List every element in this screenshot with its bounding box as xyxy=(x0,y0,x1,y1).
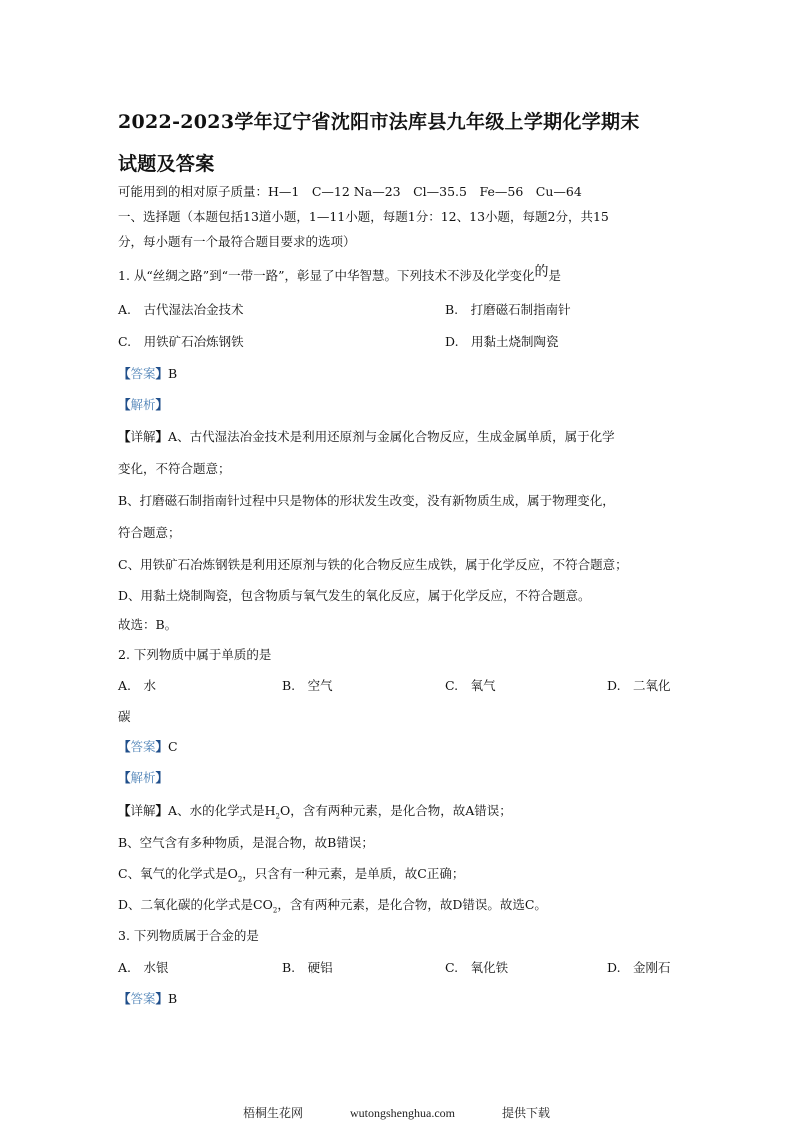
footer-note: 提供下载 xyxy=(501,1106,550,1120)
question-2-option-c: C. 氧气 xyxy=(445,678,496,693)
question-1-analysis-heading: 【解析】 xyxy=(118,397,169,412)
answer-value: B xyxy=(168,366,178,381)
question-1-detail-line5: C、用铁矿石冶炼钢铁是利用还原剂与铁的化合物反应生成铁，属于化学反应，不符合题意； xyxy=(118,557,628,572)
question-1-option-a: A. 古代湿法冶金技术 xyxy=(118,302,244,317)
answer-label: 答案 xyxy=(130,991,156,1006)
question-2-option-d-wrap: 碳 xyxy=(118,709,131,724)
question-1-conclusion: 故选：B。 xyxy=(118,617,178,632)
question-1-stem-tail: 的 xyxy=(534,264,549,280)
analysis-label: 解析 xyxy=(130,397,156,412)
question-1-detail-line1: 【详解】A、古代湿法冶金技术是利用还原剂与金属化合物反应，生成金属单质，属于化学 xyxy=(118,429,615,444)
question-1-option-c: C. 用铁矿石冶炼钢铁 xyxy=(118,334,244,349)
question-3-stem: 3. 下列物质属于合金的是 xyxy=(118,928,259,943)
question-3-option-c: C. 氧化铁 xyxy=(445,960,509,975)
analysis-label: 解析 xyxy=(130,770,156,785)
question-1-detail-line2: 变化，不符合题意； xyxy=(118,461,231,476)
answer-value: C xyxy=(168,739,178,754)
question-3-answer: 【答案】B xyxy=(118,991,178,1006)
section-intro-line1: 一、选择题（本题包括13道小题，1—11小题，每题1分：12、13小题，每题2分，共15 xyxy=(118,209,609,224)
atomic-masses: 可能用到的相对原子质量：H—1 C—12 Na—23 Cl—35.5 Fe—56 Cu—64 xyxy=(118,184,582,199)
section-intro-line2: 分，每小题有一个最符合题目要求的选项） xyxy=(118,234,356,249)
question-2-option-a: A. 水 xyxy=(118,678,157,693)
question-1-detail-line6: D、用黏土烧制陶瓷，包含物质与氧气发生的氧化反应，属于化学反应，不符合题意。 xyxy=(118,588,591,603)
question-2-detail-b: B、空气含有多种物质，是混合物，故B错误； xyxy=(118,835,374,850)
footer-site-name: 梧桐生花网 xyxy=(242,1106,303,1120)
question-1-detail-line4: 符合题意； xyxy=(118,525,181,540)
question-1-option-d: D. 用黏土烧制陶瓷 xyxy=(445,334,559,349)
question-2-answer: 【答案】C xyxy=(118,739,178,754)
question-2-detail-d: D、二氧化碳的化学式是$CO_2$，含有两种元素，是化合物，故D错误。故选C。 xyxy=(118,897,547,915)
question-3-option-a: A. 水银 xyxy=(118,960,169,975)
detail-label: 详解 xyxy=(130,803,156,818)
question-2-option-d: D. 二氧化 xyxy=(607,678,671,693)
question-2-detail-a: 【详解】A、水的化学式是$H_2O$，含有两种元素，是化合物，故A错误； xyxy=(118,803,512,821)
question-2-option-b: B. 空气 xyxy=(282,678,333,693)
question-3-option-b: B. 硬铝 xyxy=(282,960,333,975)
question-2-stem: 2. 下列物质中属于单质的是 xyxy=(118,647,272,662)
question-1-option-b: B. 打磨磁石制指南针 xyxy=(445,302,571,317)
question-1-answer: 【答案】B xyxy=(118,366,178,381)
question-3-option-d: D. 金刚石 xyxy=(607,960,671,975)
page-footer xyxy=(0,1104,793,1121)
question-1-stem-main: 1. 从“丝绸之路”到“一带一路”，彰显了中华智慧。下列技术不涉及化学变化 xyxy=(118,268,535,283)
question-2-analysis-heading: 【解析】 xyxy=(118,770,169,785)
question-1-detail-line3: B、打磨磁石制指南针过程中只是物体的形状发生改变，没有新物质生成，属于物理变化， xyxy=(118,493,615,508)
document-title-line2: 试题及答案 xyxy=(118,153,215,175)
document-title-line1: 2022-2023学年辽宁省沈阳市法库县九年级上学期化学期末 xyxy=(118,111,640,133)
footer-url[interactable]: wutongshenghua.com xyxy=(350,1106,455,1120)
answer-value: B xyxy=(168,991,178,1006)
question-2-detail-c: C、氧气的化学式是$O_2$，只含有一种元素，是单质，故C正确； xyxy=(118,866,465,884)
question-1-stem xyxy=(118,264,561,284)
question-1-stem-end: 是 xyxy=(548,268,561,283)
answer-label: 答案 xyxy=(130,739,156,754)
detail-label: 详解 xyxy=(130,429,156,444)
answer-label: 答案 xyxy=(130,366,156,381)
